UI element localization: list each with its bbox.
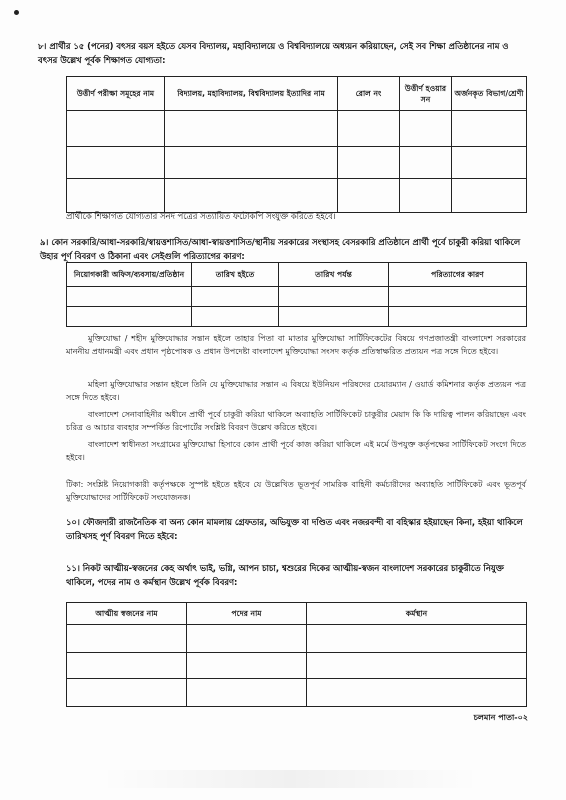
table-cell[interactable] [67,653,187,679]
education-header: অর্জনকৃত বিভাগ/শ্রেণী [452,77,527,111]
education-header: বিদ্যালয়, মহাবিদ্যালয়, বিশ্ববিদ্যালয় ইত্যাদির নাম [165,77,338,111]
table-cell[interactable] [400,147,452,179]
table-cell[interactable] [67,179,165,213]
section-10-text: ১০। ফৌজদারী রাজনৈতিক বা অন্য কোন মামলায় গ্রেফতার, অভিযুক্ত বা দণ্ডিত এবং নজরবন্দী বা বহিস্কার হইয়াছেন কিনা, হইয়া থাকিলে তারিখসহ পূর্ণ বিবরণ দিতে হইবে: [66,517,523,541]
education-header: রোল নং [338,77,400,111]
note-freedom-fighter: মুক্তিযোদ্ধা / শহীদ মুক্তিযোদ্ধার সন্তান হইলে তাহার পিতা বা মাতার মুক্তিযোদ্ধা সার্টিফিকেটের বিষয়ে গণপ্রজাতন্ত্রী বাংলাদেশ সরকারের মাননীয় প্রধানমন্ত্রী এবং প্রধান পৃষ্ঠপোষক ও প্রধান উপদেষ্টা বাংলাদেশ মুক্তিযোদ্ধা সংসদ কর্তৃক প্রতিস্বাক্ষরিত প্রত্যয়ন পত্র সঙ্গে দিতে হইবে। [66,334,526,356]
employment-header: তারিখ হইতে [192,263,279,287]
table-cell[interactable] [187,625,307,653]
table-cell[interactable] [307,653,527,679]
table-row [67,147,527,179]
table-cell[interactable] [279,287,389,307]
employment-header: নিয়োগকারী অফিস/ব্যবসায়/প্রতিষ্ঠান [67,263,192,287]
table-cell[interactable] [338,111,400,147]
table-row [67,111,527,147]
table-cell[interactable] [165,111,338,147]
note-army-service: বাংলাদেশ সেনাবাহিনীর অধীনে প্রার্থী পূর্বে চাকুরী করিয়া থাকিলে অব্যাহতি সার্টিফিকেট চাকুরীর মেয়াদ কি কি দায়িত্ব পালন করিয়াছেন এবং চরিত্র ও আচার ব্যবহার সম্পর্কিত রিপোর্টের সংশ্লিষ্ট বিবরণ উল্লেখ করিতে হইবে। [66,410,526,432]
table-row [67,653,527,679]
table-cell[interactable] [67,679,187,707]
attestation-note: প্রার্থীকে শিক্ষাগত যোগ্যতার সনদ পত্রের সত্যায়িত ফটোকপি সংযুক্ত করিতে হইবে। [66,211,336,221]
section-11-text: ১১। নিকট আত্মীয়-স্বজনের কেহ অর্থাৎ ভাই, ভগ্নি, আপন চাচা, শ্বশুরের দিকের আত্মীয়-স্বজন বাংলাদেশ সরকারের চাকুরীতে নিযুক্ত থাকিলে, পদের নাম ও কর্মস্থান উল্লেখ পূর্বক বিবরণ: [66,563,504,587]
table-cell[interactable] [400,111,452,147]
table-row [67,625,527,653]
table-cell[interactable] [67,625,187,653]
table-cell[interactable] [452,111,527,147]
education-header: উত্তীর্ণ হওয়ার সন [400,77,452,111]
scan-smudge [100,770,480,788]
table-cell[interactable] [187,653,307,679]
table-cell[interactable] [389,287,527,307]
section-9-text: ৯। কোন সরকারি/আধা-সরকারি/স্বায়ত্তশাসিত/আধা-স্বায়ত্তশাসিত/স্থানীয় সরকারের সংস্থাসহ বেসরকারি প্রতিষ্ঠানে প্রার্থী পূর্বে চাকুরী করিয়া থাকিলে উহার পূর্ণ বিবরণ ও ঠিকানা এবং সেইগুলি পরিত্যাগের কারণ: [40,237,521,261]
table-cell[interactable] [389,307,527,327]
employment-header: তারিখ পর্যন্ত [279,263,389,287]
relatives-header: কর্মস্থান [307,603,527,625]
table-cell[interactable] [452,179,527,213]
table-cell[interactable] [192,287,279,307]
table-cell[interactable] [452,147,527,179]
employment-table [66,262,527,327]
relatives-header: পদের নাম [187,603,307,625]
relatives-header: আত্মীয় স্বজনের নাম [67,603,187,625]
tika-note: টিকা: সংশ্লিষ্ট নিয়োগকারী কর্তৃপক্ষকে সুস্পষ্ট হইতে হইবে যে উল্লেখিত ভূতপূর্ব সামরিক বাহিনী কর্মচারীদের অব্যাহতি সার্টিফিকেট এবং ভূতপূর্ব মুক্তিযোদ্ধাদের সার্টিফিকেট সংযোজনক। [66,480,526,502]
table-cell[interactable] [165,147,338,179]
education-table [66,76,527,213]
table-cell[interactable] [279,307,389,327]
table-row [67,307,527,327]
table-cell[interactable] [400,179,452,213]
table-cell[interactable] [192,307,279,327]
table-cell[interactable] [307,625,527,653]
table-cell[interactable] [67,111,165,147]
employment-header: পরিত্যাগের কারণ [389,263,527,287]
table-cell[interactable] [165,179,338,213]
table-cell[interactable] [338,179,400,213]
table-cell[interactable] [67,307,192,327]
table-row [67,179,527,213]
page-footer: চলমান পাতা-০২ [473,713,528,722]
table-cell[interactable] [67,147,165,179]
relatives-table [66,602,527,707]
education-header: উত্তীর্ণ পরীক্ষা সমূহের নাম [67,77,165,111]
section-8-text: ৮। প্রার্থীর ১৫ (পনের) বৎসর বয়স হইতে যেসব বিদ্যালয়, মহাবিদ্যালয়ে ও বিশ্ববিদ্যালয়ে অধ্যয়ন করিয়াছেন, সেই সব শিক্ষা প্রতিষ্ঠানের নাম ও বৎসর উল্লেখ পূর্বক শিক্ষাগত যোগ্যতা: [38,41,509,65]
table-row [67,679,527,707]
table-cell[interactable] [338,147,400,179]
table-row [67,287,527,307]
table-cell[interactable] [307,679,527,707]
note-female-freedom-fighter: মহিলা মুক্তিযোদ্ধার সন্তান হইলে তিনি যে মুক্তিযোদ্ধার সন্তান এ বিষয়ে ইউনিয়ন পরিষদের চেয়ারম্যান / ওয়ার্ড কমিশনার কর্তৃক প্রত্যয়ন পত্র সঙ্গে দিতে হইবে। [66,380,526,402]
scan-mark [14,10,19,15]
table-cell[interactable] [67,287,192,307]
note-liberation-war: বাংলাদেশ স্বাধীনতা সংগ্রামের মুক্তিযোদ্ধা হিসাবে কোন প্রার্থী পূর্বে কাজ করিয়া থাকিলে এই মর্মে উপযুক্ত কর্তৃপক্ষের সার্টিফিকেট সংগে দিতে হইবে। [66,440,526,462]
table-cell[interactable] [187,679,307,707]
